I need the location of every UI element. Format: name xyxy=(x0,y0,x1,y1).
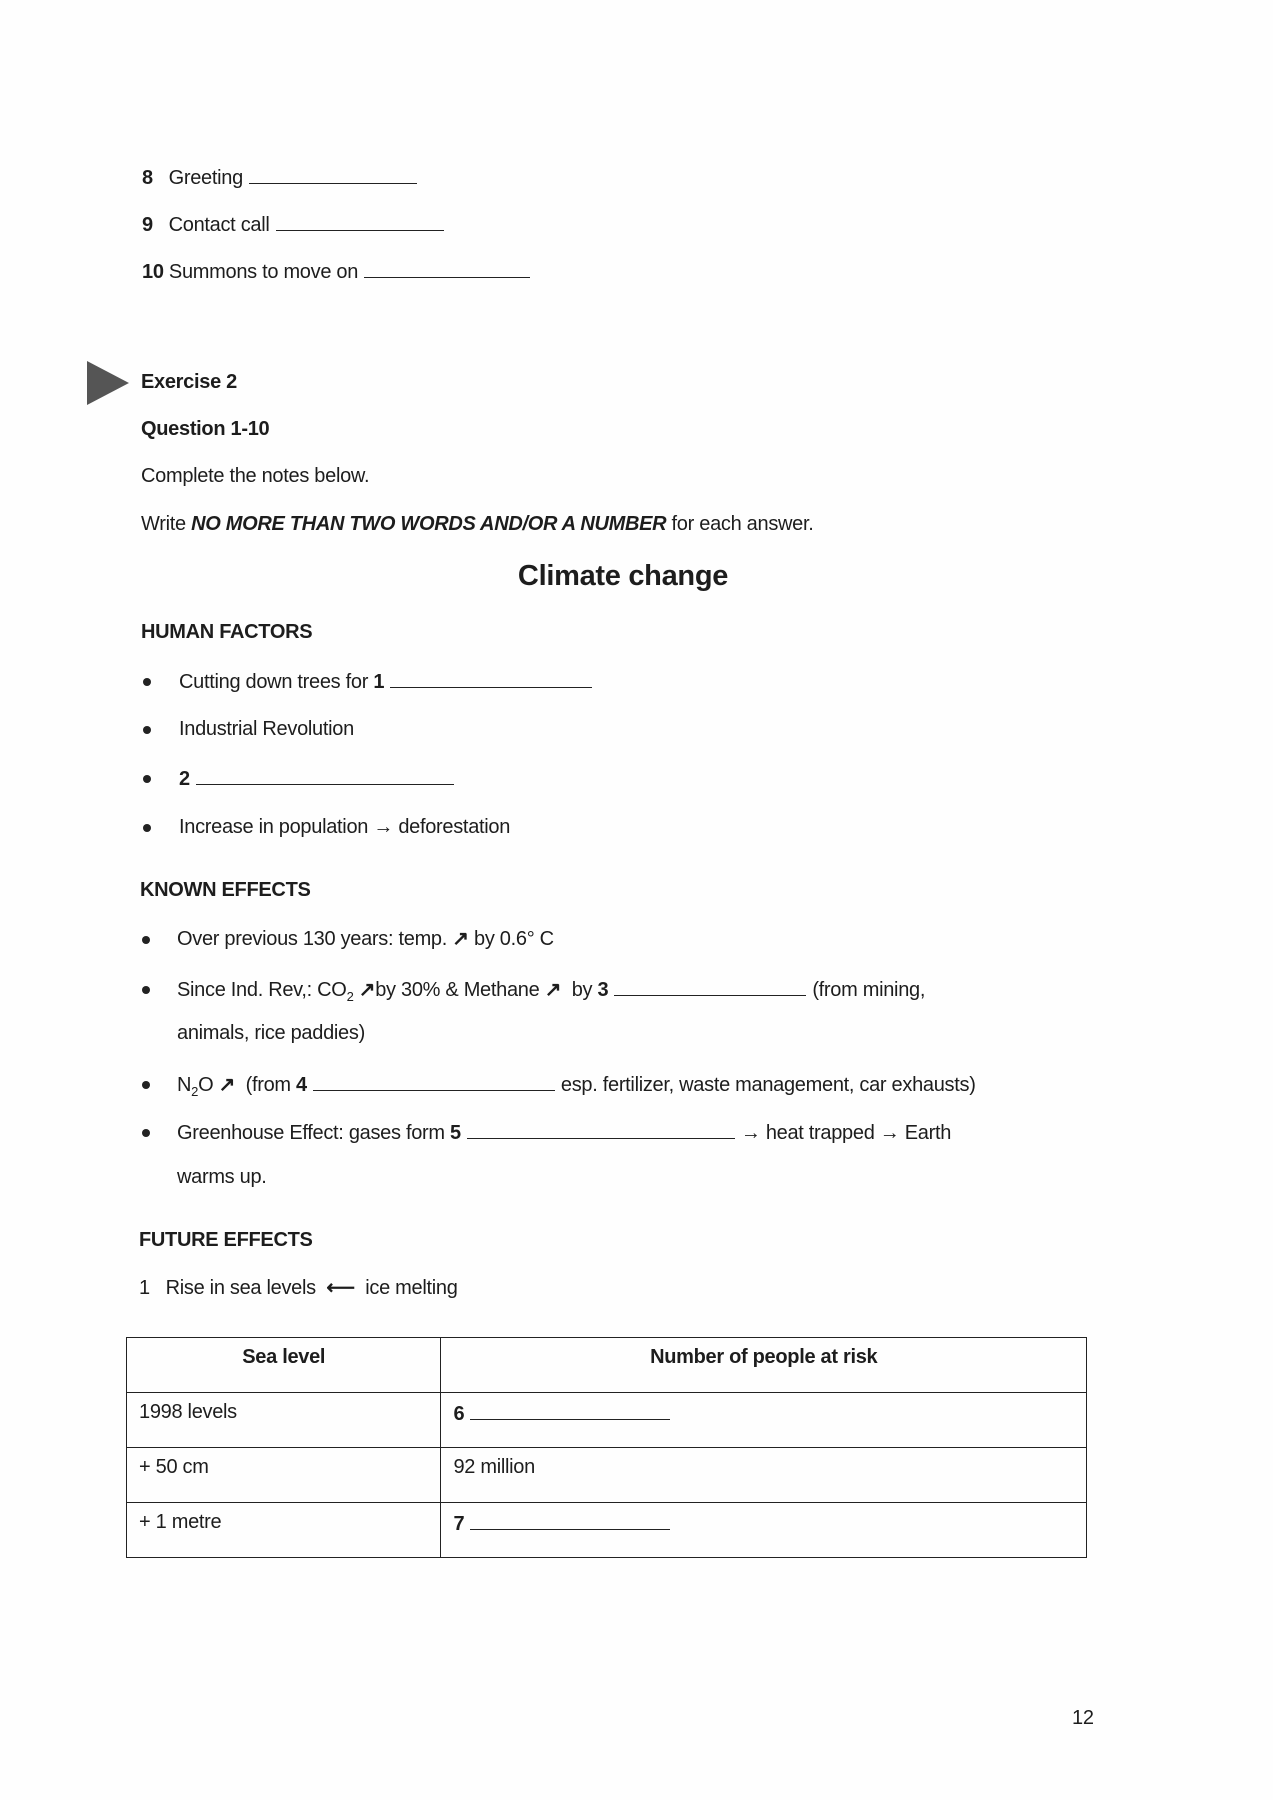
human-factors-heading: HUMAN FACTORS xyxy=(141,621,313,643)
human-item-1: Cutting down trees for 1 xyxy=(179,669,592,694)
bullet xyxy=(143,726,151,734)
known-item-3: $N_2O$ ↗ (from 4 esp. fertilizer, waste management, car exhausts) xyxy=(177,1074,976,1099)
item-8: 8 Greeting xyxy=(142,165,417,190)
page-number: 12 xyxy=(1072,1707,1094,1729)
bullet xyxy=(143,775,151,783)
bullet xyxy=(143,678,151,686)
bullet xyxy=(142,1081,150,1089)
bullet xyxy=(142,936,150,944)
arrow-right-icon: → xyxy=(373,816,394,838)
sea-level-table xyxy=(126,1337,1087,1558)
instruction: Complete the notes below. xyxy=(141,465,370,487)
answer-blank-6[interactable] xyxy=(470,1401,670,1420)
table-row: + 50 cm 92 million xyxy=(127,1448,1087,1503)
play-triangle-icon xyxy=(87,361,129,405)
answer-blank-5[interactable] xyxy=(467,1120,735,1139)
bullet xyxy=(142,1129,150,1137)
arrow-right-icon: → xyxy=(740,1122,761,1144)
bullet xyxy=(143,824,151,832)
item-9: 9 Contact call xyxy=(142,212,444,237)
arrow-up-icon: ↗ xyxy=(452,928,469,950)
known-item-1: Over previous 130 years: temp. ↗ by 0.6° C xyxy=(177,928,554,950)
arrow-left-icon: ⟵ xyxy=(326,1277,355,1299)
exercise-heading: Exercise 2 xyxy=(141,371,237,393)
header-people-at-risk: Number of people at risk xyxy=(441,1338,1087,1393)
future-effects-heading: FUTURE EFFECTS xyxy=(139,1229,313,1251)
answer-blank[interactable] xyxy=(364,259,530,278)
answer-blank-2[interactable] xyxy=(196,766,454,785)
table-row: 1998 levels 6 xyxy=(127,1393,1087,1448)
arrow-up-icon: ↗ xyxy=(544,979,562,1001)
arrow-up-icon: ↗ xyxy=(358,979,376,1001)
answer-blank[interactable] xyxy=(276,212,444,231)
future-item-1: 1 Rise in sea levels ⟵ ice melting xyxy=(139,1277,458,1299)
arrow-up-icon: ↗ xyxy=(218,1074,236,1096)
question-range: Question 1-10 xyxy=(141,418,270,440)
known-item-4: Greenhouse Effect: gases form 5 → heat trapped → Earth xyxy=(177,1122,952,1144)
notes-title: Climate change xyxy=(517,560,729,592)
answer-blank-1[interactable] xyxy=(390,669,592,688)
answer-blank-3[interactable] xyxy=(614,977,806,996)
bullet xyxy=(142,986,150,994)
header-sea-level: Sea level xyxy=(127,1338,441,1393)
answer-blank-4[interactable] xyxy=(313,1072,555,1091)
human-item-3: 2 xyxy=(179,766,454,791)
known-item-4-cont: warms up. xyxy=(177,1166,267,1188)
item-10: 10 Summons to move on xyxy=(142,259,530,284)
arrow-right-icon: → xyxy=(879,1122,900,1144)
table-header-row xyxy=(127,1338,1087,1393)
human-item-2: Industrial Revolution xyxy=(179,718,354,740)
answer-blank-7[interactable] xyxy=(470,1511,670,1530)
human-item-4: Increase in population → deforestation xyxy=(179,816,511,838)
answer-blank[interactable] xyxy=(249,165,417,184)
known-effects-heading: KNOWN EFFECTS xyxy=(140,879,311,901)
table-row: + 1 metre 7 xyxy=(127,1503,1087,1558)
known-item-2-cont: animals, rice paddies) xyxy=(177,1022,365,1044)
instruction-limit: Write NO MORE THAN TWO WORDS AND/OR A NUMBER for each answer. xyxy=(141,513,814,535)
known-item-2: Since Ind. Rev,: $CO_2$ ↗by 30% & Methane ↗ by 3 (from mining, xyxy=(177,979,926,1004)
